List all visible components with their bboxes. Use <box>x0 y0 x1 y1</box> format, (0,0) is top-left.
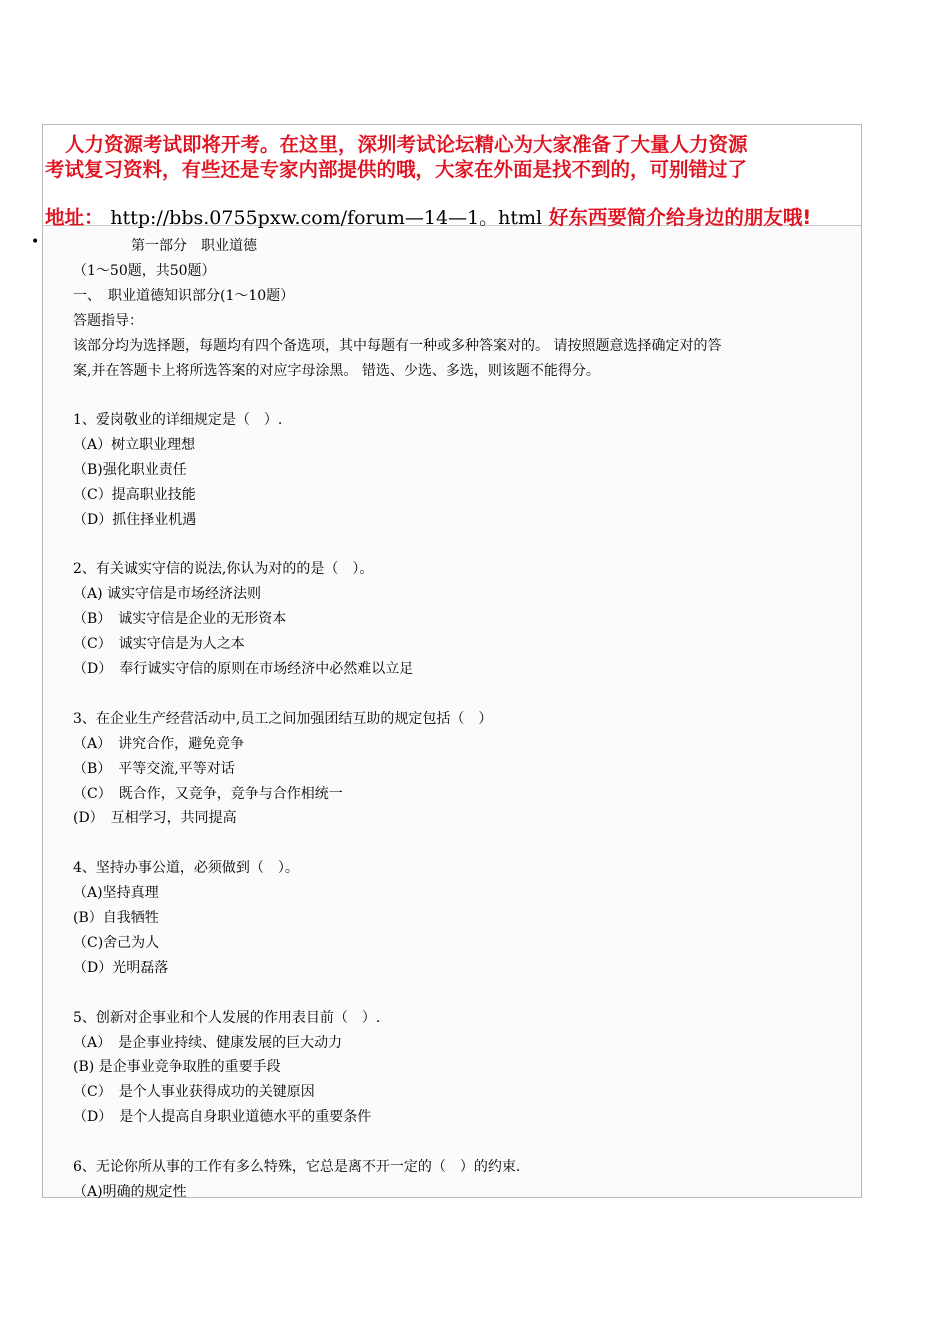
question-stem: 5、创新对企事业和个人发展的作用表目前（ ）. <box>73 1009 381 1026</box>
banner-line-2: 考试复习资料，有些还是专家内部提供的哦，大家在外面是找不到的，可别错过了 <box>45 158 748 181</box>
question-stem: 1、爱岗敬业的详细规定是（ ）. <box>73 412 283 428</box>
banner-address-line <box>45 202 811 230</box>
guide-text-2: 案,并在答题卡上将所选答案的对应字母涂黑。 错选、少选、多选，则该题不能得分。 <box>73 363 600 379</box>
answer-option: (B）自我牺牲 <box>73 910 159 926</box>
answer-option: （A）树立职业理想 <box>73 436 196 453</box>
question-stem: 6、无论你所从事的工作有多么特殊，它总是离不开一定的（ ）的约束. <box>73 1159 521 1175</box>
answer-option: （A)明确的规定性 <box>73 1183 187 1200</box>
forum-link[interactable]: http://bbs.0755pxw.com/forum—14—1。html <box>110 207 543 229</box>
answer-option: （B)强化职业责任 <box>73 461 187 478</box>
part-title: 第一部分 职业道德 <box>131 238 257 254</box>
promo-banner <box>43 125 861 229</box>
question-stem: 2、有关诚实守信的说法,你认为对的的是（ ）。 <box>73 561 374 578</box>
guide-label: 答题指导： <box>73 313 143 329</box>
bullet-marker: • <box>31 234 40 250</box>
address-label: 地址： <box>45 206 104 229</box>
answer-option: （B） 平等交流,平等对话 <box>73 760 235 777</box>
banner-line-1: 人力资源考试即将开考。在这里，深圳考试论坛精心为大家准备了大量人力资源 <box>65 133 748 156</box>
answer-option: （D）抓住择业机遇 <box>73 511 197 528</box>
answer-option: （A) 诚实守信是市场经济法则 <box>73 586 262 603</box>
answer-option: （C)舍己为人 <box>73 934 160 951</box>
question-stem: 4、坚持办事公道，必须做到（ ）。 <box>73 860 299 877</box>
answer-option: （A） 是企事业持续、健康发展的巨大动力 <box>73 1034 343 1051</box>
answer-option: （A） 讲究合作，避免竞争 <box>73 735 245 752</box>
question-stem: 3、在企业生产经营活动中,员工之间加强团结互助的规定包括（ ） <box>73 710 493 727</box>
answer-option: （C） 是个人事业获得成功的关键原因 <box>73 1084 315 1101</box>
answer-option: (D） 互相学习，共同提高 <box>73 810 237 827</box>
answer-option: （D） 是个人提高自身职业道德水平的重要条件 <box>73 1109 372 1126</box>
answer-option: （D） 奉行诚实守信的原则在市场经济中必然难以立足 <box>73 661 414 677</box>
answer-option: （C） 既合作，又竞争，竞争与合作相统一 <box>73 785 343 802</box>
guide-text-1: 该部分均为选择题，每题均有四个备选项，其中每题有一种或多种答案对的。 请按照题意选择确定对的答 <box>73 338 722 354</box>
document-frame <box>31 124 862 1200</box>
answer-option: （D）光明磊落 <box>73 959 169 976</box>
section-title: 一、 职业道德知识部分(1～10题） <box>73 288 295 304</box>
answer-option: （C） 诚实守信是为人之本 <box>73 636 245 653</box>
answer-option: （A)坚持真理 <box>73 885 159 902</box>
answer-option: (B) 是企事业竞争取胜的重要手段 <box>73 1059 281 1076</box>
part-range: （1～50题，共50题） <box>73 263 216 279</box>
answer-option: （C）提高职业技能 <box>73 486 196 503</box>
share-text: 好东西要简介给身边的朋友哦! <box>548 206 812 229</box>
answer-option: （B） 诚实守信是企业的无形资本 <box>73 611 287 628</box>
